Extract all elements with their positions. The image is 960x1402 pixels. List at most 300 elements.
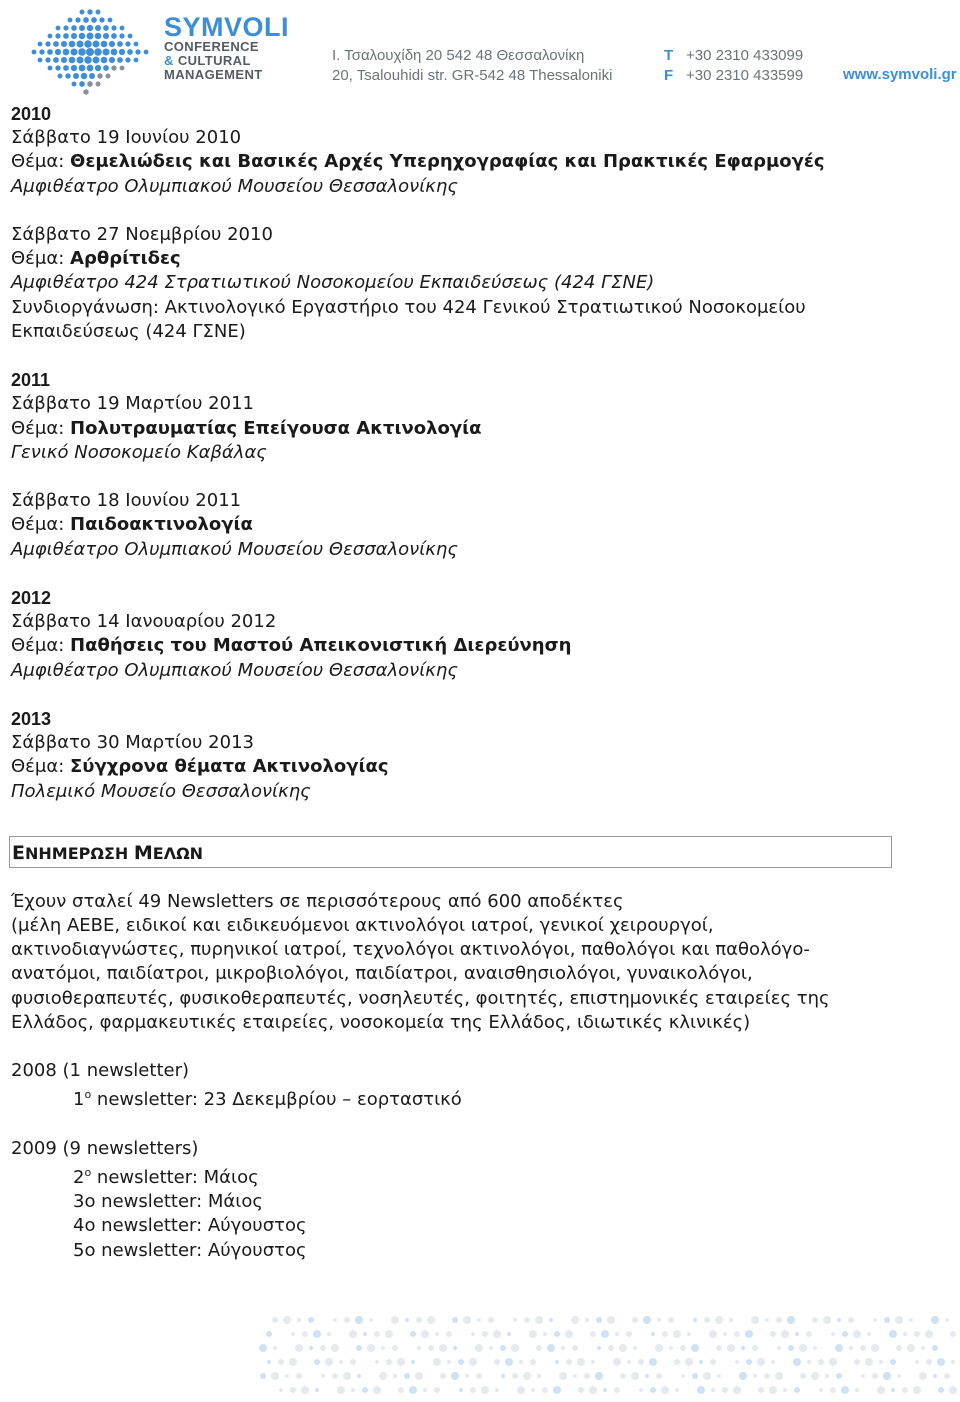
- logo-dot: [69, 41, 76, 48]
- footer-dot: [913, 1386, 921, 1394]
- footer-dot: [585, 1318, 589, 1322]
- footer-dot: [691, 1344, 699, 1352]
- event-date: Σάββατο 30 Μαρτίου 2013: [11, 732, 254, 754]
- brand-name: SYMVOLI: [164, 12, 290, 42]
- paragraph-line: ανατόμοι, παιδίατροι, μικροβιολόγοι, παιδίατροι, αναισθησιολόγοι, γυναικολόγοι,: [11, 963, 753, 985]
- footer-dot: [807, 1360, 811, 1364]
- brand-line-2: [164, 54, 289, 68]
- footer-dot: [745, 1330, 753, 1338]
- footer-dot: [711, 1388, 715, 1392]
- logo-dot: [119, 33, 124, 38]
- event-organizer-cont: Εκπαιδεύσεως (424 ΓΣΝΕ): [11, 320, 246, 342]
- footer-dot: [279, 1388, 283, 1392]
- footer-dot: [837, 1318, 841, 1322]
- footer-dot: [363, 1332, 367, 1336]
- footer-dot: [697, 1386, 705, 1394]
- footer-dot: [297, 1318, 301, 1322]
- footer-dot: [669, 1346, 673, 1350]
- footer-dot: [327, 1332, 331, 1336]
- footer-dot: [554, 1331, 560, 1337]
- logo-dot: [58, 74, 63, 79]
- footer-dot: [811, 1372, 819, 1380]
- footer-dot: [416, 1317, 422, 1323]
- footer-dot: [493, 1330, 501, 1338]
- footer-dot: [842, 1331, 848, 1337]
- event-topic: [11, 755, 911, 779]
- footer-dot: [535, 1316, 543, 1324]
- footer-dot: [657, 1318, 661, 1322]
- footer-dot: [374, 1331, 380, 1337]
- event-venue: Αμφιθέατρο Ολυμπιακού Μουσείου Θεσσαλονίκης: [11, 538, 458, 560]
- heading-rest: ΝΗΜΕΡΩΣΗ: [24, 843, 134, 863]
- footer-dot: [595, 1372, 603, 1380]
- footer-dot: [620, 1373, 626, 1379]
- footer-dot: [615, 1332, 619, 1336]
- footer-dot: [687, 1332, 691, 1336]
- logo-dot: [92, 56, 99, 63]
- footer-dot: [578, 1387, 584, 1393]
- footer-dot: [476, 1373, 482, 1379]
- footer-dot: [278, 1359, 284, 1365]
- footer-dot: [799, 1344, 807, 1352]
- footer-dot: [758, 1387, 764, 1393]
- logo-dot: [45, 41, 50, 46]
- logo-dot: [63, 49, 70, 56]
- logo-dot: [86, 48, 94, 56]
- footer-dot: [915, 1360, 919, 1364]
- footer-dot: [752, 1345, 758, 1351]
- footer-dot: [873, 1318, 877, 1322]
- logo-dot: [117, 41, 123, 47]
- logo-dot: [79, 81, 85, 87]
- footer-dot: [709, 1330, 717, 1338]
- logo-dot: [117, 57, 123, 63]
- footer-dot: [333, 1318, 337, 1322]
- logo-dot: [127, 49, 133, 55]
- footer-dot: [937, 1358, 945, 1366]
- footer-dot: [703, 1372, 711, 1380]
- footer-dot: [500, 1345, 506, 1351]
- footer-dot: [475, 1344, 483, 1352]
- footer-dot: [349, 1330, 357, 1338]
- footer-dot: [770, 1331, 776, 1337]
- footer-dot: [543, 1332, 547, 1336]
- footer-dot: [945, 1318, 949, 1322]
- footer-dot: [783, 1388, 787, 1392]
- footer-dot: [781, 1330, 789, 1338]
- footer-dot: [421, 1330, 429, 1338]
- logo-dot: [81, 73, 87, 79]
- footer-dot: [896, 1345, 902, 1351]
- footer-dot: [350, 1359, 356, 1365]
- footer-dot: [739, 1372, 747, 1380]
- footer-dot: [357, 1374, 361, 1378]
- footer-dot: [777, 1346, 781, 1350]
- footer-dot: [656, 1373, 662, 1379]
- footer-dot: [651, 1332, 655, 1336]
- website-link[interactable]: www.symvoli.gr: [843, 66, 957, 83]
- logo-dot: [95, 65, 101, 71]
- logo-dot: [87, 9, 92, 14]
- logo-dot: [45, 57, 50, 62]
- footer-dot: [289, 1358, 297, 1366]
- footer-dot: [375, 1360, 379, 1364]
- logo-dot: [128, 34, 133, 39]
- logo-dot: [89, 73, 95, 79]
- newsletter-item: 5ο newsletter: Αύγουστος: [73, 1239, 307, 1261]
- footer-dot: [883, 1372, 891, 1380]
- logo-dot: [80, 10, 85, 15]
- footer-dot: [848, 1317, 854, 1323]
- footer-dot: [938, 1387, 944, 1393]
- footer-dot: [861, 1374, 865, 1378]
- logo-dot: [135, 49, 140, 54]
- footer-dot: [337, 1386, 345, 1394]
- logo-dot: [92, 40, 99, 47]
- logo-dot: [84, 56, 91, 63]
- footer-dot: [668, 1317, 674, 1323]
- footer-dot: [841, 1386, 849, 1394]
- paragraph-line: Ελλάδος, φαρμακευτικές εταιρείες, νοσοκομεία της Ελλάδος, ιδιωτικές κλινικές): [11, 1011, 751, 1033]
- footer-dot: [391, 1316, 399, 1324]
- event-venue: Αμφιθέατρο Ολυμπιακού Μουσείου Θεσσαλονίκης: [11, 659, 458, 681]
- logo-dot: [68, 18, 73, 23]
- newsletter-number: 1: [73, 1089, 85, 1111]
- footer-dot: [524, 1317, 530, 1323]
- footer-dot: [735, 1360, 739, 1364]
- topic-title: Παθήσεις του Μαστού Απεικονιστική Διερεύνηση: [70, 635, 572, 657]
- footer-dot: [385, 1330, 393, 1338]
- logo-dot: [134, 42, 139, 47]
- event-date: Σάββατο 19 Μαρτίου 2011: [11, 393, 254, 415]
- footer-dot: [295, 1344, 303, 1352]
- footer-dot: [613, 1358, 621, 1366]
- footer-dot: [451, 1372, 459, 1380]
- footer-dot: [751, 1316, 759, 1324]
- event-topic: [11, 247, 911, 271]
- footer-dot: [619, 1344, 627, 1352]
- footer-dot: [925, 1330, 933, 1338]
- footer-dot: [439, 1344, 447, 1352]
- event-date: Σάββατο 14 Ιανουαρίου 2012: [11, 611, 277, 633]
- footer-dot: [434, 1387, 440, 1393]
- logo-dot: [83, 89, 88, 94]
- logo-dot: [76, 56, 83, 63]
- logo-dot: [87, 33, 94, 40]
- brand-line-1: CONFERENCE: [164, 39, 260, 54]
- footer-dot: [386, 1359, 392, 1365]
- footer-dot: [589, 1386, 597, 1394]
- paragraph-line: ακτινοδιαγνώστες, πυρηνικοί ιατροί, τεχνολόγοι ακτινολόγοι, παθολόγοι και παθολόγο-: [11, 939, 810, 961]
- footer-dot: [902, 1387, 908, 1393]
- footer-dot: [716, 1345, 722, 1351]
- newsletter-item: 4ο newsletter: Αύγουστος: [73, 1215, 307, 1237]
- footer-dot: [529, 1330, 537, 1338]
- footer-dot: [723, 1332, 727, 1336]
- footer-dot: [410, 1331, 416, 1337]
- logo-dot: [47, 49, 53, 55]
- footer-dot: [812, 1317, 818, 1323]
- footer-dot: [795, 1332, 799, 1336]
- footer-dot: [717, 1374, 721, 1378]
- logo-dot: [109, 57, 115, 63]
- footer-dot: [405, 1318, 409, 1322]
- footer-dot: [727, 1344, 735, 1352]
- brand-line-2-text: CULTURAL: [177, 53, 251, 68]
- logo-dot: [120, 26, 125, 31]
- footer-dot: [692, 1373, 698, 1379]
- symvoli-dots-logo-icon: [30, 4, 160, 100]
- footer-dot: [313, 1330, 321, 1338]
- footer-dot: [655, 1344, 663, 1352]
- footer-dot: [890, 1359, 896, 1365]
- logo-dot: [55, 49, 61, 55]
- address-greek: Ι. Τσαλουχίδη 20 542 48 Θεσσαλονίκη: [332, 47, 585, 64]
- footer-dot: [650, 1387, 656, 1393]
- logo-dot: [125, 57, 130, 62]
- logo-dot: [87, 81, 93, 87]
- fax-label: F: [664, 67, 674, 84]
- footer-dot: [633, 1346, 637, 1350]
- logo-dot: [48, 66, 53, 71]
- footer-dot: [296, 1373, 302, 1379]
- footer-dot: [351, 1388, 355, 1392]
- footer-dot: [788, 1345, 794, 1351]
- phone-number: +30 2310 433099: [686, 47, 804, 64]
- footer-dot: [649, 1358, 657, 1366]
- logo-dot: [95, 25, 101, 31]
- footer-dot: [643, 1316, 651, 1324]
- logo-dot: [96, 10, 101, 15]
- footer-dot: [459, 1388, 463, 1392]
- logo-dot: [87, 65, 94, 72]
- footer-dot: [344, 1317, 350, 1323]
- footer-dot: [903, 1332, 907, 1336]
- footer-dot: [291, 1332, 295, 1336]
- footer-dot: [302, 1331, 308, 1337]
- footer-dot: [831, 1332, 835, 1336]
- footer-dot: [932, 1345, 938, 1351]
- footer-dot: [765, 1318, 769, 1322]
- footer-dot: [537, 1374, 541, 1378]
- event-venue: Πολεμικό Μουσείο Θεσσαλονίκης: [11, 780, 311, 802]
- fax-line: [664, 66, 803, 86]
- footer-dot: [273, 1346, 277, 1350]
- footer-dot: [458, 1359, 464, 1365]
- footer-dot: [872, 1373, 878, 1379]
- event-topic: [11, 634, 911, 658]
- footer-dot: [865, 1358, 873, 1366]
- footer-dot: [392, 1345, 398, 1351]
- footer-dots-decoration-icon: [255, 1310, 960, 1402]
- logo-dot: [78, 48, 86, 56]
- footer-dot: [775, 1372, 783, 1380]
- footer-dot: [553, 1386, 561, 1394]
- footer-dot: [320, 1345, 326, 1351]
- logo-dot: [75, 17, 80, 22]
- footer-dot: [423, 1388, 427, 1392]
- newsletter-text: newsletter: Μάιος: [91, 1167, 259, 1189]
- topic-label: Θέμα:: [11, 151, 71, 173]
- fax-number: +30 2310 433599: [686, 67, 804, 84]
- footer-dot: [301, 1386, 309, 1394]
- footer-dot: [321, 1374, 325, 1378]
- logo-dot: [73, 73, 79, 79]
- topic-label: Θέμα:: [11, 417, 71, 439]
- footer-dot: [806, 1331, 812, 1337]
- footer-dot: [855, 1388, 859, 1392]
- footer-dot: [469, 1358, 477, 1366]
- footer-dot: [949, 1386, 957, 1394]
- logo-dot: [111, 49, 118, 56]
- footer-dot: [404, 1373, 410, 1379]
- logo-dot: [61, 41, 67, 47]
- footer-dot: [746, 1359, 752, 1365]
- footer-dot: [909, 1318, 913, 1322]
- logo-dot: [109, 41, 115, 47]
- footer-dot: [823, 1316, 831, 1324]
- footer-dot: [547, 1344, 555, 1352]
- paragraph-line: Έχουν σταλεί 49 Newsletters σε περισσότερους από 600 αποδέκτες: [11, 890, 624, 912]
- footer-dot: [415, 1372, 423, 1380]
- footer-dot: [477, 1318, 481, 1322]
- logo-dot: [63, 25, 68, 30]
- event-date: Σάββατο 27 Νοεμβρίου 2010: [11, 224, 273, 245]
- logo-dot: [103, 33, 109, 39]
- footer-dot: [914, 1331, 920, 1337]
- logo-dot: [69, 57, 76, 64]
- footer-dot: [482, 1331, 488, 1337]
- footer-dot: [266, 1331, 272, 1337]
- footer-dot: [577, 1358, 585, 1366]
- newsletter-text: newsletter: 23 Δεκεμβρίου – εορταστικό: [91, 1089, 462, 1111]
- logo-dot: [102, 48, 109, 55]
- event-date: Σάββατο 18 Ιουνίου 2011: [11, 490, 242, 512]
- footer-dot: [565, 1330, 573, 1338]
- footer-dot: [776, 1317, 782, 1323]
- footer-dot: [283, 1316, 291, 1324]
- footer-dot: [260, 1373, 266, 1379]
- footer-dot: [627, 1360, 631, 1364]
- footer-dot: [933, 1374, 937, 1378]
- footer-dot: [427, 1316, 435, 1324]
- footer-dot: [674, 1359, 680, 1365]
- footer-dot: [505, 1358, 513, 1366]
- footer-dot: [793, 1358, 801, 1366]
- footer-dot: [465, 1374, 469, 1378]
- footer-dot: [926, 1359, 932, 1365]
- event-topic: [11, 417, 911, 441]
- footer-dot: [433, 1358, 441, 1366]
- footer-dot: [373, 1386, 381, 1394]
- logo-dot: [61, 57, 67, 63]
- footer-dot: [494, 1359, 500, 1365]
- footer-dot: [452, 1317, 458, 1323]
- footer-dot: [590, 1331, 596, 1337]
- footer-dot: [704, 1317, 710, 1323]
- footer-dot: [813, 1346, 817, 1350]
- footer-dot: [835, 1344, 843, 1352]
- footer-dot: [513, 1318, 517, 1322]
- footer-dot: [325, 1358, 333, 1366]
- footer-dot: [309, 1346, 313, 1350]
- footer-dot: [662, 1331, 668, 1337]
- event-venue: Αμφιθέατρο Ολυμπιακού Μουσείου Θεσσαλονίκης: [11, 175, 458, 197]
- footer-dot: [272, 1317, 278, 1323]
- footer-dot: [889, 1330, 897, 1338]
- topic-label: Θέμα:: [11, 248, 71, 270]
- logo-dot: [87, 25, 93, 31]
- footer-dot: [951, 1360, 955, 1364]
- phone-line: [664, 46, 803, 66]
- newsletter-item: [11, 1161, 911, 1190]
- footer-dot: [921, 1346, 925, 1350]
- footer-dot: [867, 1332, 871, 1336]
- event-venue: Γενικό Νοσοκομείο Καβάλας: [11, 441, 267, 463]
- footer-dot: [854, 1359, 860, 1365]
- footer-dot: [800, 1373, 806, 1379]
- footer-dot: [860, 1345, 866, 1351]
- footer-dot: [315, 1388, 319, 1392]
- ordinal-suffix: ο: [84, 1166, 92, 1180]
- footer-dot: [771, 1360, 775, 1364]
- footer-dot: [519, 1360, 523, 1364]
- footer-dot: [409, 1386, 417, 1394]
- footer-dot: [531, 1388, 535, 1392]
- logo-dot: [99, 17, 104, 22]
- footer-dot: [787, 1316, 795, 1324]
- year-heading-2011: 2011: [11, 370, 51, 391]
- footer-dot: [453, 1346, 457, 1350]
- footer-dot: [517, 1386, 525, 1394]
- footer-dot: [571, 1316, 579, 1324]
- newsletter-item: 3ο newsletter: Μάιος: [73, 1191, 263, 1213]
- event-organizer: Συνδιοργάνωση: Ακτινολογικό Εργαστήριο του 424 Γενικού Στρατιωτικού Νοσοκομείου: [11, 296, 806, 318]
- footer-dot: [446, 1331, 452, 1337]
- footer-dot: [597, 1346, 601, 1350]
- footer-dot: [308, 1317, 314, 1323]
- logo-dot: [101, 57, 108, 64]
- footer-dot: [950, 1331, 956, 1337]
- newsletter-group-2008: 2008 (1 newsletter): [11, 1060, 189, 1082]
- footer-dot: [626, 1331, 632, 1337]
- letterhead: [0, 0, 960, 100]
- footer-dot: [596, 1317, 602, 1323]
- footer-dot: [369, 1318, 373, 1322]
- footer-dot: [603, 1388, 607, 1392]
- logo-dot: [53, 57, 59, 63]
- footer-dot: [381, 1346, 385, 1350]
- phone-label: T: [664, 47, 674, 64]
- address-latin: 20, Tsalouhidi str. GR-542 48 Thessaloniki: [332, 67, 613, 84]
- footer-dot: [601, 1330, 609, 1338]
- footer-dot: [447, 1360, 451, 1364]
- footer-dot: [895, 1316, 903, 1324]
- footer-dot: [675, 1388, 679, 1392]
- logo-dot: [79, 33, 86, 40]
- footer-dot: [757, 1358, 765, 1366]
- footer-dot: [285, 1374, 289, 1378]
- footer-dot: [290, 1387, 296, 1393]
- footer-dot: [638, 1359, 644, 1365]
- footer-dot: [632, 1317, 638, 1323]
- footer-dot: [931, 1316, 939, 1324]
- footer-dot: [536, 1345, 542, 1351]
- footer-dot: [919, 1372, 927, 1380]
- event-venue: Αμφιθέατρο 424 Στρατιωτικού Νοσοκομείου Εκπαιδεύσεως (424 ΓΣΝΕ): [11, 272, 655, 294]
- footer-dot: [470, 1387, 476, 1393]
- logo-dot: [79, 25, 85, 31]
